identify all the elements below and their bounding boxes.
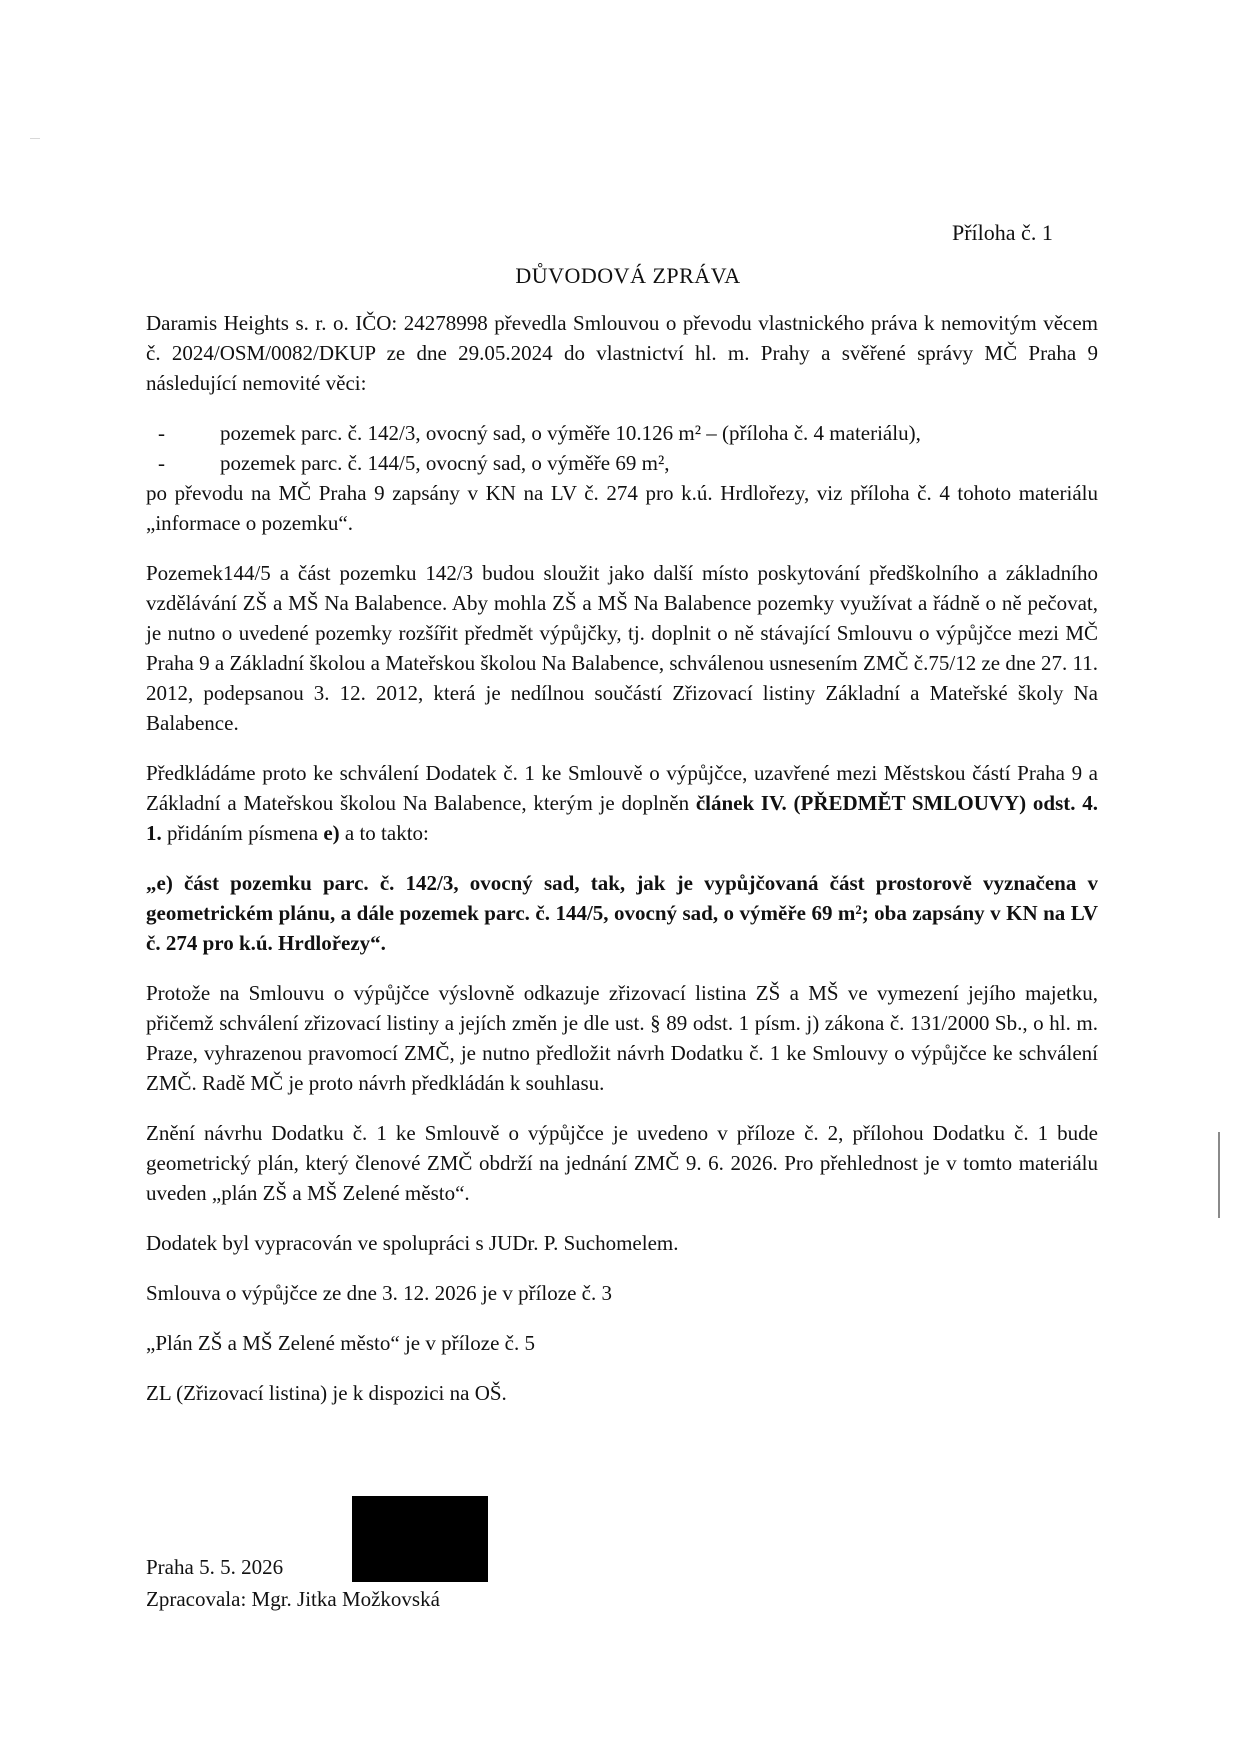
list-item-text: pozemek parc. č. 142/3, ovocný sad, o výměře 10.126 m² – (příloha č. 4 materiálu), <box>220 421 921 445</box>
list-item <box>146 448 1098 478</box>
draft-paragraph: Znění návrhu Dodatku č. 1 ke Smlouvě o výpůjčce je uvedeno v příloze č. 2, přílohou Dodatku č. 1 bude geometrický plán, který členové ZMČ obdrží na jednání ZMČ 9. 6. 2026. Pro přehlednost je v tomto materiálu uveden „plán ZŠ a MŠ Zelené město“. <box>146 1121 1098 1205</box>
after-list-paragraph: po převodu na MČ Praha 9 zapsány v KN na LV č. 274 pro k.ú. Hrdlořezy, viz příloha č. 4 tohoto materiálu „informace o pozemku“. <box>146 481 1098 535</box>
list-item-text: pozemek parc. č. 144/5, ovocný sad, o výměře 69 m², <box>220 451 670 475</box>
founding-deed-paragraph: ZL (Zřizovací listina) je k dispozici na OŠ. <box>146 1381 507 1405</box>
quote-paragraph: „e) část pozemku parc. č. 142/3, ovocný sad, tak, jak je vypůjčovaná část prostorově vyznačena v geometrickém plánu, a dále pozemek parc. č. 144/5, ovocný sad, o výměře 69 m²; oba zapsány v KN na LV č. 274 pro k.ú. Hrdlořezy“. <box>146 871 1098 955</box>
letter-reference: e) <box>323 821 340 845</box>
document-body <box>146 308 1098 1408</box>
annex-label: Příloha č. 1 <box>952 220 1053 245</box>
reason-paragraph: Protože na Smlouvu o výpůjčce výslovně odkazuje zřizovací listina ZŠ a MŠ ve vymezení jejího majetku, přičemž schválení zřizovací listiny a jejích změn je dle ust. § 89 odst. 1 písm. j) zákona č. 131/2000 Sb., o hl. m. Praze, vyhrazenou pravomocí ZMČ, je nutno předložit návrh Dodatku č. 1 ke Smlouvy o výpůjčce ke schválení ZMČ. Radě MČ je proto návrh předkládán k souhlasu. <box>146 981 1098 1095</box>
footer-author: Zpracovala: Mgr. Jitka Možkovská <box>146 1587 440 1611</box>
article-reference: článek IV. (PŘEDMĚT SMLOUVY) odst. 4. 1. <box>146 791 1098 845</box>
scan-artifact <box>30 138 40 139</box>
intro-paragraph: Daramis Heights s. r. o. IČO: 24278998 převedla Smlouvou o převodu vlastnického práva k nemovitým věcem č. 2024/OSM/0082/DKUP ze dne 29.05.2024 do vlastnictví hl. m. Prahy a svěřené správy MČ Praha 9 následující nemovité věci: <box>146 311 1098 395</box>
redaction-box <box>352 1496 488 1582</box>
submit-text: Předkládáme proto ke schválení Dodatek č. 1 ke Smlouvě o výpůjčce, uzavřené mezi Městskou částí Praha 9 a Základní a Mateřskou školou Na Balabence, kterým je doplněn <box>146 761 1098 815</box>
list-item <box>146 418 1098 448</box>
submit-text-mid: přidáním písmena <box>161 821 324 845</box>
submit-text-end: a to takto: <box>339 821 429 845</box>
cooperation-paragraph: Dodatek byl vypracován ve spolupráci s JUDr. P. Suchomelem. <box>146 1231 679 1255</box>
plan-annex-paragraph: „Plán ZŠ a MŠ Zelené město“ je v příloze č. 5 <box>146 1331 535 1355</box>
submit-paragraph <box>146 758 1098 848</box>
purpose-paragraph: Pozemek144/5 a část pozemku 142/3 budou sloužit jako další místo poskytování předškolního a základního vzdělávání ZŠ a MŠ Na Balabence. Aby mohla ZŠ a MŠ Na Balabence pozemky využívat a řádně o ně pečovat, je nutno o uvedené pozemky rozšířit předmět výpůjčky, tj. doplnit o ně stávající Smlouvu o výpůjčce mezi MČ Praha 9 a Základní školou a Mateřskou školou Na Balabence, schválenou usnesením ZMČ č.75/12 ze dne 27. 11. 2012, podepsanou 3. 12. 2012, která je nedílnou součástí Zřizovací listiny Základní a Mateřské školy Na Balabence. <box>146 561 1098 735</box>
document-title: DŮVODOVÁ ZPRÁVA <box>515 263 741 288</box>
contract-annex-paragraph: Smlouva o výpůjčce ze dne 3. 12. 2026 je v příloze č. 3 <box>146 1281 612 1305</box>
list-dash: - <box>158 451 165 475</box>
list-dash: - <box>158 421 165 445</box>
margin-mark <box>1218 1132 1220 1218</box>
footer-date: Praha 5. 5. 2026 <box>146 1555 284 1579</box>
